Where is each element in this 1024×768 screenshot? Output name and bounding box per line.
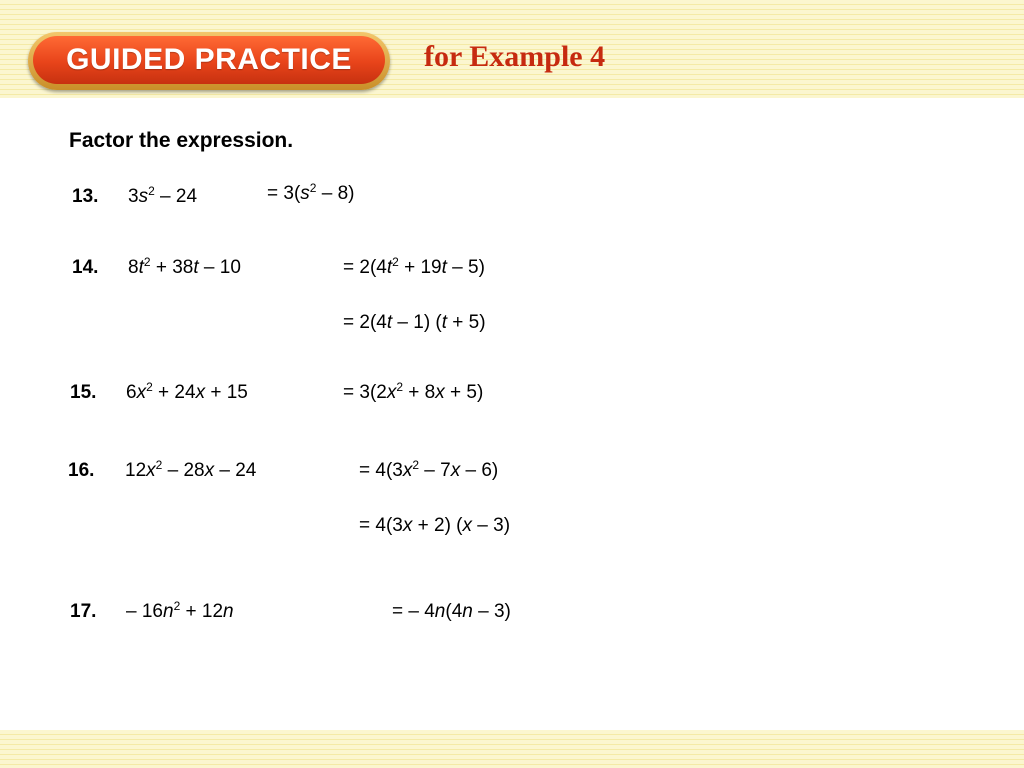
- math-text: + 5): [444, 382, 484, 403]
- math-text: + 5): [447, 312, 486, 333]
- math-text: 8: [128, 257, 139, 278]
- math-text: + 24: [152, 382, 196, 403]
- math-text: 12: [125, 460, 147, 481]
- variable: n: [223, 601, 234, 622]
- math-text: – 6): [460, 460, 499, 481]
- problem-expression: [128, 186, 197, 208]
- footer-stripe-band: [0, 730, 1024, 768]
- math-text: = – 4: [392, 601, 435, 622]
- problem-number: 16.: [68, 460, 95, 481]
- variable: s: [300, 183, 310, 204]
- math-text: + 8: [403, 382, 436, 403]
- variable: x: [450, 460, 461, 481]
- math-text: = 3(: [267, 183, 301, 204]
- solution-step: [343, 382, 483, 404]
- variable: x: [195, 382, 206, 403]
- instruction-text: Factor the expression.: [69, 129, 294, 152]
- problem-number: 13.: [72, 186, 99, 207]
- math-text: + 38: [150, 257, 194, 278]
- problem-number: 14.: [72, 257, 99, 278]
- math-text: – 16: [126, 601, 163, 622]
- variable: x: [462, 515, 472, 536]
- variable: s: [138, 186, 149, 207]
- example-subtitle: for Example 4: [424, 40, 606, 73]
- math-text: – 28: [162, 460, 205, 481]
- exponent: 2: [155, 458, 163, 472]
- math-text: + 2) (: [412, 515, 463, 536]
- math-text: 3: [128, 186, 139, 207]
- math-text: + 19: [398, 257, 442, 278]
- math-text: = 2(4: [343, 312, 387, 333]
- solution-step: [359, 460, 498, 482]
- exponent: 2: [396, 380, 404, 394]
- exponent: 2: [173, 599, 181, 613]
- variable: n: [434, 601, 446, 622]
- problem-number: 17.: [70, 601, 97, 622]
- math-text: = 3(2: [343, 382, 387, 403]
- math-text: – 24: [154, 186, 198, 207]
- solution-step: [359, 515, 510, 537]
- math-text: = 2(4: [343, 257, 387, 278]
- variable: n: [162, 601, 174, 622]
- variable: t: [441, 257, 447, 278]
- variable: x: [136, 382, 147, 403]
- solution-step: [343, 312, 486, 334]
- math-text: = 4(3: [359, 460, 403, 481]
- exponent: 2: [146, 380, 153, 394]
- math-text: + 15: [205, 382, 248, 403]
- exponent: 2: [309, 181, 317, 195]
- math-text: (4: [445, 601, 463, 622]
- math-text: – 10: [198, 257, 241, 278]
- math-text: = 4(3: [359, 515, 403, 536]
- variable: x: [204, 460, 215, 481]
- variable: t: [386, 257, 393, 278]
- variable: x: [435, 382, 445, 403]
- variable: t: [193, 257, 199, 278]
- variable: x: [146, 460, 156, 481]
- problem-expression: [125, 460, 256, 482]
- exponent: 2: [148, 184, 155, 198]
- variable: t: [441, 312, 448, 333]
- solution-step: [343, 257, 485, 279]
- math-text: – 8): [316, 183, 355, 204]
- guided-practice-badge-inner: [33, 36, 385, 84]
- variable: x: [402, 515, 413, 536]
- variable: t: [386, 312, 393, 333]
- solution-step: [267, 183, 355, 205]
- problem-number: 15.: [70, 382, 97, 403]
- guided-practice-badge: [28, 32, 390, 90]
- exponent: 2: [392, 255, 399, 269]
- problem-expression: [126, 601, 234, 623]
- problem-expression: [126, 382, 248, 404]
- variable: x: [402, 460, 413, 481]
- variable: n: [462, 601, 473, 622]
- math-text: 6: [126, 382, 137, 403]
- math-text: – 24: [214, 460, 257, 481]
- variable: x: [386, 382, 397, 403]
- math-text: – 3): [472, 601, 511, 622]
- math-text: – 1) (: [392, 312, 442, 333]
- exponent: 2: [412, 458, 420, 472]
- badge-label: GUIDED PRACTICE: [66, 43, 352, 76]
- math-text: – 3): [472, 515, 511, 536]
- math-text: + 12: [180, 601, 224, 622]
- solution-step: [392, 601, 511, 623]
- exponent: 2: [143, 255, 151, 269]
- math-text: – 5): [446, 257, 485, 278]
- math-text: – 7: [419, 460, 451, 481]
- variable: t: [138, 257, 144, 278]
- problem-expression: [128, 257, 241, 279]
